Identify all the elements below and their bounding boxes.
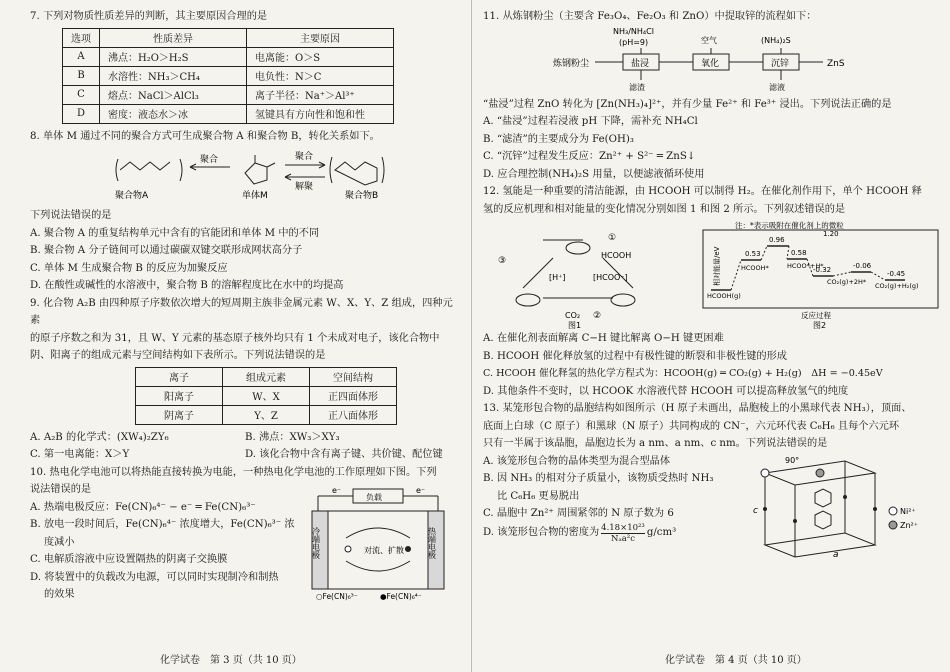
cell: 电负性：N＞C [247, 66, 394, 85]
q10-option-d: D. 将装置中的负载改为电源，可以同时实现制冷和制热 [30, 571, 279, 583]
cell: 熔点：NaCl＞AlCl₃ [100, 85, 247, 104]
fraction-denominator: Nₐa²c [611, 533, 635, 544]
fig1-co2: CO₂ [565, 311, 581, 320]
left-page [0, 0, 470, 672]
q12-option-a: A. 在催化剂表面解离 C−H 键比解离 O−H 键更困难 [483, 333, 724, 344]
fig1-proton: [H⁺] [549, 273, 566, 282]
q12-figures-svg [483, 218, 943, 330]
fig2-level: -0.45 [887, 270, 906, 278]
right-page [475, 0, 950, 672]
q7-table [62, 28, 394, 124]
fig2-note: 注：*表示吸附在催化剂上的微粒 [735, 221, 844, 230]
q10-option-a: A. 热端电极反应：Fe(CN)₆⁴⁻ − e⁻ ═ Fe(CN)₆³⁻ [30, 501, 256, 513]
q13-option-b-cont: 比 C₆H₆ 更易脱出 [497, 490, 580, 502]
q10-option-d-cont: 的效果 [44, 589, 75, 600]
table-row [136, 405, 397, 424]
q8-option-c: C. 单体 M 生成聚合物 B 的反应为加聚反应 [30, 262, 228, 274]
flow-reagent-3: (NH₄)₂S [761, 35, 791, 45]
q13-option-d-text: D. 该笼形包合物的密度为 [483, 527, 600, 539]
flow-residue: 滤渣 [629, 82, 645, 92]
q9-header: 空间结构 [310, 367, 397, 386]
q8-option-d: D. 在酸性或碱性的水溶液中，聚合物 B 的溶解程度比在水中的均提高 [30, 280, 344, 291]
flow-end: ZnS [827, 58, 845, 69]
electron-label-right: e⁻ [416, 486, 426, 495]
q13-crystal-figure [745, 453, 935, 565]
q10-option-b-cont: 度减小 [44, 536, 75, 548]
q9-option-a: A. A₂B 的化学式：(XW₄)₂ZY₆ [30, 431, 169, 443]
q12-stem-2: 氢的反应机理和相对能量的变化情况分别如图 1 和图 2 所示。下列叙述错误的是 [483, 203, 846, 215]
q8-ask: 下列说法错误的是 [30, 210, 112, 221]
nh3-balls [763, 495, 877, 523]
flow-reagent-1a: NH₃/NH₄Cl [613, 26, 654, 36]
q8-figure [30, 145, 460, 207]
q12-option-b: B. HCOOH 催化释放氢的过程中有极性键的断裂和非极性键的形成 [483, 350, 787, 362]
cell: 氢键具有方向性和饱和性 [247, 104, 394, 123]
cell: W、X [223, 386, 310, 405]
fig1-step2: ② [593, 311, 602, 321]
crystal-angle: 90° [785, 455, 800, 465]
flow-box1-label: 盐浸 [631, 58, 650, 69]
label-polymer-b: 聚合物B [345, 191, 379, 201]
fraction-numerator: 4.18×10²³ [601, 522, 645, 533]
cold-electrode-label: 冷端电极 [311, 527, 321, 559]
q10-stem-1: 10. 热电化学电池可以将热能直接转换为电能，一种热电化学电池的工作原理如下图。下列 [30, 466, 437, 478]
fig2-level: -0.06 [853, 262, 872, 270]
right-footer: 化学试卷 第 4 页（共 10 页） [665, 655, 807, 666]
q10-option-c: C. 电解质溶液中应设置隔热的阴离子交换膜 [30, 554, 228, 565]
q13-option-d [483, 523, 745, 544]
q8-stem: 8. 单体 M 通过不同的聚合方式可生成聚合物 A 和聚合物 B，转化关系如下。 [30, 130, 380, 142]
fig1-cycle-lines [523, 240, 633, 298]
cell: 阳离子 [136, 386, 223, 405]
label-polymerize-a: 聚合 [200, 155, 219, 165]
fig2-level: -0.32 [813, 266, 832, 274]
convection-label: 对流、扩散 [364, 546, 404, 555]
fig1-hcooh: HCOOH [601, 251, 632, 260]
page-divider [471, 0, 472, 672]
fig2-state: CO₂(g)+H₂(g) [875, 282, 919, 290]
q13-option-c: C. 晶胞中 Zn²⁺ 周围紧邻的 N 原子数为 6 [483, 508, 674, 519]
fig2-ylabel: 相对能量/eV [713, 246, 721, 286]
q9-stem-3: 阴、阳离子的组成元素与空间结构如下表所示。下列说法错误的是 [30, 350, 326, 361]
polymer-a-chain [120, 162, 170, 170]
cell: 离子半径：Na⁺＞Al³⁺ [247, 85, 394, 104]
cell: 沸点：H₂O＞H₂S [100, 47, 247, 66]
thermo-cell-svg [308, 483, 448, 601]
q9-option-b: B. 沸点：XW₃＞XY₃ [245, 431, 340, 443]
flow-reagent-2: 空气 [701, 35, 717, 45]
q13-option-a: A. 该笼形包合物的晶体类型为混合型晶体 [483, 455, 671, 467]
q13-stem-3: 只有一半属于该晶胞，晶胞边长为 a nm、a nm、c nm。下列说法错误的是 [483, 438, 828, 449]
label-depolymerize: 解聚 [295, 182, 314, 192]
q11-flow [483, 26, 942, 96]
cell-bottom-face [765, 533, 875, 557]
legend-zn: Zn²⁺ [900, 520, 918, 530]
fig1-catalyst-right [611, 294, 635, 306]
q9-header: 组成元素 [223, 367, 310, 386]
left-footer: 化学试卷 第 3 页（共 10 页） [160, 655, 302, 666]
fig2-level: 0.96 [769, 236, 785, 244]
monomer-m-ring [245, 163, 267, 184]
fig2-caption: 图2 [813, 321, 827, 330]
legend-oxidized: ○Fe(CN)₆³⁻ [316, 592, 358, 601]
cell: D [63, 104, 100, 123]
flow-reagent-1b: (pH=9) [619, 37, 649, 47]
q11-desc: “盐浸”过程 ZnO 转化为 [Zn(NH₃)₄]²⁺，并有少量 Fe²⁺ 和 Fe³⁺ 浸出。下列说法正确的是 [483, 98, 892, 110]
label-monomer-m: 单体M [242, 191, 268, 201]
q9-option-d: D. 该化合物中含有离子键、共价键、配位键 [245, 449, 443, 460]
q12-figures [483, 218, 942, 330]
hot-electrode-label: 热端电极 [427, 527, 437, 559]
q10-cell-figure [308, 483, 448, 601]
fig2-state: HCOOH* [741, 264, 769, 272]
q8-option-b: B. 聚合物 A 分子链间可以通过碳碳双键交联形成网状高分子 [30, 245, 303, 256]
q7-header: 主要原因 [247, 28, 394, 47]
crystal-a-label: a [833, 549, 839, 560]
polymer-b-unit [335, 162, 377, 185]
q7-stem: 7. 下列对物质性质差异的判断，其主要原因合理的是 [30, 11, 268, 22]
q11-option-b: B. “滤渣”的主要成分为 Fe(OH)₃ [483, 133, 634, 145]
benzene-ring [815, 489, 831, 507]
cell: C [63, 85, 100, 104]
zn-ion [816, 469, 824, 477]
q13-stem-2: 底面上白球（C 原子）和黑球（N 原子）共同构成的 CN⁻，六元环代表 C₆H₆ 且每个六元环 [483, 420, 900, 432]
q9-stem-1: 9. 化合物 A₂B 由四种原子序数依次增大的短周期主族非金属元素 W、X、Y、Z 组成，四种元素 [30, 297, 453, 326]
q12-option-d: D. 其他条件不变时，以 HCOOK 水溶液代替 HCOOH 可以提高释放氢气的纯度 [483, 385, 849, 397]
benzene-ring [815, 511, 831, 529]
fig1-catalyst-top [566, 242, 590, 254]
legend-ni-marker [889, 507, 897, 515]
fig2-level: 0.58 [791, 249, 807, 257]
q11-option-a: A. “盐浸”过程若浸液 pH 下降，需补充 NH₄Cl [483, 116, 698, 127]
cell: A [63, 47, 100, 66]
q7-header: 选项 [63, 28, 100, 47]
cell: 正四面体形 [310, 386, 397, 405]
flow-start: 炼钢粉尘 [553, 58, 590, 69]
cell: 电离能：O＞S [247, 47, 394, 66]
q9-stem-2: 的原子序数之和为 31，且 W、Y 元素的基态原子核外均只有 1 个未成对电子，该化合物中 [30, 332, 440, 344]
flow-filtrate: 滤液 [769, 82, 785, 92]
label-polymerize-b: 聚合 [295, 152, 314, 162]
fig1-catalyst-left [516, 294, 540, 306]
q12-option-c: C. HCOOH 催化释氢的热化学方程式为：HCOOH(g) ═ CO₂(g) + H₂(g) ΔH = −0.45eV [483, 368, 883, 379]
fig2-level: 0.53 [745, 250, 761, 258]
table-row [136, 386, 397, 405]
flow-box2-label: 氧化 [701, 58, 720, 69]
load-label: 负载 [366, 493, 382, 502]
fig2-state: CO₂(g)+2H* [827, 278, 867, 286]
table-row [63, 66, 394, 85]
ion-oxidized [345, 546, 351, 552]
electron-label-left: e⁻ [332, 486, 342, 495]
fig1-step3: ③ [498, 256, 507, 266]
monomer-m-bonds [255, 155, 275, 167]
fig1-step1: ① [608, 233, 617, 243]
q11-stem: 11. 从炼钢粉尘（主要含 Fe₃O₄、Fe₂O₃ 和 ZnO）中提取锌的流程如下： [483, 11, 817, 22]
q8-scheme-svg [30, 145, 450, 207]
crystal-cell-svg [745, 453, 935, 565]
cell: 正八面体形 [310, 405, 397, 424]
cell: B [63, 66, 100, 85]
q9-header: 离子 [136, 367, 223, 386]
flow-box3-label: 沉锌 [771, 58, 790, 69]
table-row [63, 104, 394, 123]
table-row [63, 47, 394, 66]
q12-stem-1: 12. 氢能是一种重要的清洁能源，由 HCOOH 可以制得 H₂。在催化剂作用下，单个 HCOOH 释 [483, 186, 922, 197]
fig1-caption: 图1 [568, 321, 582, 330]
ni-ion [761, 469, 769, 477]
q9-option-c: C. 第一电离能：X＞Y [30, 449, 130, 460]
q9-table [135, 367, 397, 425]
table-row [63, 85, 394, 104]
q13-stem-1: 13. 某笼形包合物的晶胞结构如图所示（H 原子未画出，晶胞棱上的小黑球代表 NH₃），顶面、 [483, 403, 912, 414]
cell: 阴离子 [136, 405, 223, 424]
cell: 水溶性：NH₃＞CH₄ [100, 66, 247, 85]
fig1-formate: [HCOO⁻] [593, 273, 628, 282]
density-unit: g/cm³ [646, 527, 677, 539]
fig2-xlabel: 反应过程 [801, 311, 831, 320]
q7-header: 性质差异 [100, 28, 247, 47]
ion-reduced [405, 546, 411, 552]
legend-ni: Ni²⁺ [900, 506, 916, 516]
density-fraction [601, 523, 645, 544]
fig2-state: HCOOH(g) [707, 292, 741, 300]
q10-option-b: B. 放电一段时间后，Fe(CN)₆⁴⁻ 浓度增大，Fe(CN)₆³⁻ 浓 [30, 519, 295, 530]
fig2-state: HCOO*+H* [787, 262, 824, 270]
cell: Y、Z [223, 405, 310, 424]
polymer-b-brackets [330, 157, 384, 183]
crystal-c-label: c [753, 505, 758, 516]
legend-reduced: ●Fe(CN)₆⁴⁻ [380, 592, 422, 601]
q11-option-c: C. “沉锌”过程发生反应：Zn²⁺ + S²⁻ ═ ZnS↓ [483, 151, 696, 162]
cell: 密度：液态水＞冰 [100, 104, 247, 123]
q10-stem-2: 说法错误的是 [30, 484, 92, 495]
q8-option-a: A. 聚合物 A 的重复结构单元中含有的官能团和单体 M 中的不同 [30, 227, 320, 239]
q13-option-b: B. 因 NH₃ 的相对分子质量小，该物质受热时 NH₃ [483, 473, 714, 484]
q11-flow-svg [483, 26, 943, 96]
legend-zn-marker [889, 521, 897, 529]
fig2-level: 1.20 [823, 230, 839, 238]
q11-option-d: D. 应合理控制(NH₄)₂S 用量，以便滤液循环使用 [483, 168, 705, 180]
label-polymer-a: 聚合物A [115, 191, 149, 201]
